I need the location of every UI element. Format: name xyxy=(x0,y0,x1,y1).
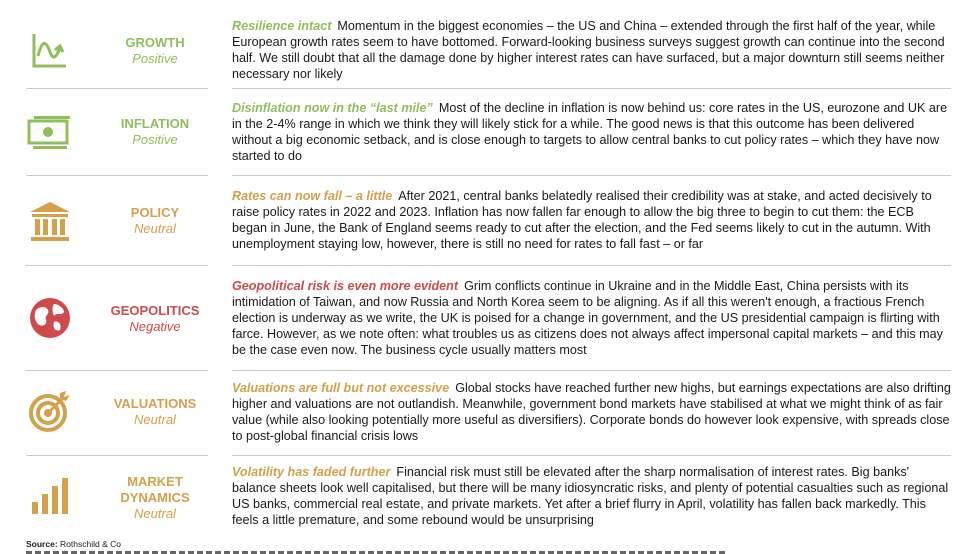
globe-icon xyxy=(26,294,74,342)
divider xyxy=(232,370,951,371)
divider xyxy=(26,265,208,266)
growth-status: Positive xyxy=(132,51,178,66)
target-icon xyxy=(26,387,74,435)
geopolitics-body: Grim conflicts continue in Ukraine and in the Middle East, China persists with its intimidation of Taiwan, and now Russia and North Korea seem to be aligning. As if all this weren't enough, a fractious French election is underway as we write, the UK is poised for a change in government, and the US presidential campaign is flirting with farce. However, as we note often: what troubles us as citizens does not always affect impersonal capital markets – and this may be the case even now. The business cycle usually matters most xyxy=(232,279,943,357)
policy-status: Neutral xyxy=(134,221,176,236)
divider xyxy=(26,455,208,456)
growth-text xyxy=(232,19,952,83)
geopolitics-title: GEOPOLITICS xyxy=(110,303,200,318)
divider xyxy=(26,88,208,89)
growth-title: GROWTH xyxy=(125,35,185,50)
growth-body: Momentum in the biggest economies – the US and China – extended through the first half of the year, while European growth rates seem to have bottomed. Forward-looking business surveys suggest growth can continue into the second half. We still doubt that all the damage done by higher interest rates can have surfaced, but a major downturn still seems neither necessary nor likely xyxy=(232,19,945,81)
valuations-body: Global stocks have reached further new highs, but earnings expectations are also drifting higher and valuations are not outlandish. Meanwhile, government bond markets have stabilised at what we might think of as fair value (while also looking potentially more useful as diversifiers). Corporate bonds do however look expensive, with spreads close to post-global financial crisis lows xyxy=(232,381,951,443)
market-dynamics-status: Neutral xyxy=(134,506,176,521)
inflation-body: Most of the decline in inflation is now behind us: core rates in the US, eurozone and UK are in the 2-4% range in which we think they will likely stick for a while. The good news is that this outcome has been delivered without a big economic setback, and is close enough to targets to allow central banks to cut policy rates – which they have now started to do xyxy=(232,101,948,163)
market-dynamics-body: Financial risk must still be elevated after the sharp normalisation of interest rates. Big banks' balance sheets look well capitalised, but there will be many idiosyncratic risks, and plenty of potential casualties such as regional US banks, commercial real estate, and private markets. Yet after a brief flurry in April, volatility has fallen back markedly. This feels a little premature, and some rebound would be unsurprising xyxy=(232,465,949,527)
inflation-label xyxy=(100,116,210,148)
market-dynamics-title: MARKET DYNAMICS xyxy=(120,474,190,505)
divider xyxy=(232,455,951,456)
policy-text xyxy=(232,189,952,253)
source-note xyxy=(26,539,121,549)
inflation-text xyxy=(232,101,952,165)
bank-icon xyxy=(26,198,74,246)
valuations-title: VALUATIONS xyxy=(113,396,197,411)
policy-title: POLICY xyxy=(130,205,180,220)
inflation-title: INFLATION xyxy=(120,116,190,131)
policy-label xyxy=(100,205,210,237)
valuations-status: Neutral xyxy=(134,412,176,427)
source-value: Rothschild & Co xyxy=(60,539,121,549)
policy-body: After 2021, central banks belatedly realised their credibility was at stake, and acted decisively to raise policy rates in 2022 and 2023. Inflation has now fallen far enough to allow the big three to begin to cut them: the ECB began in June, the Bank of England seems ready to cut after the election, and the Fed seems likely to cut in the autumn. With unemployment staying low, however, there is still no need for rates to fall fast – or far xyxy=(232,189,932,251)
divider xyxy=(232,88,951,89)
divider xyxy=(232,265,951,266)
growth-headline: Resilience intact xyxy=(232,19,332,33)
divider xyxy=(26,370,208,371)
bar-chart-icon xyxy=(26,470,74,518)
growth-label xyxy=(100,35,210,67)
divider xyxy=(26,175,208,176)
money-icon xyxy=(26,107,74,155)
inflation-status: Positive xyxy=(132,132,178,147)
valuations-text xyxy=(232,381,952,445)
geopolitics-label xyxy=(100,303,210,335)
market-dynamics-label xyxy=(100,474,210,522)
market-dynamics-text xyxy=(232,465,952,529)
geopolitics-text xyxy=(232,279,952,359)
valuations-label xyxy=(100,396,210,428)
geopolitics-status: Negative xyxy=(129,319,181,334)
geopolitics-headline: Geopolitical risk is even more evident xyxy=(232,279,459,293)
divider xyxy=(232,175,951,176)
valuations-headline: Valuations are full but not excessive xyxy=(232,381,450,395)
market-dynamics-headline: Volatility has faded further xyxy=(232,465,391,479)
policy-headline: Rates can now fall – a little xyxy=(232,189,393,203)
growth-chart-icon xyxy=(26,26,74,74)
source-label: Source: xyxy=(26,539,58,549)
inflation-headline: Disinflation now in the “last mile” xyxy=(232,101,433,115)
